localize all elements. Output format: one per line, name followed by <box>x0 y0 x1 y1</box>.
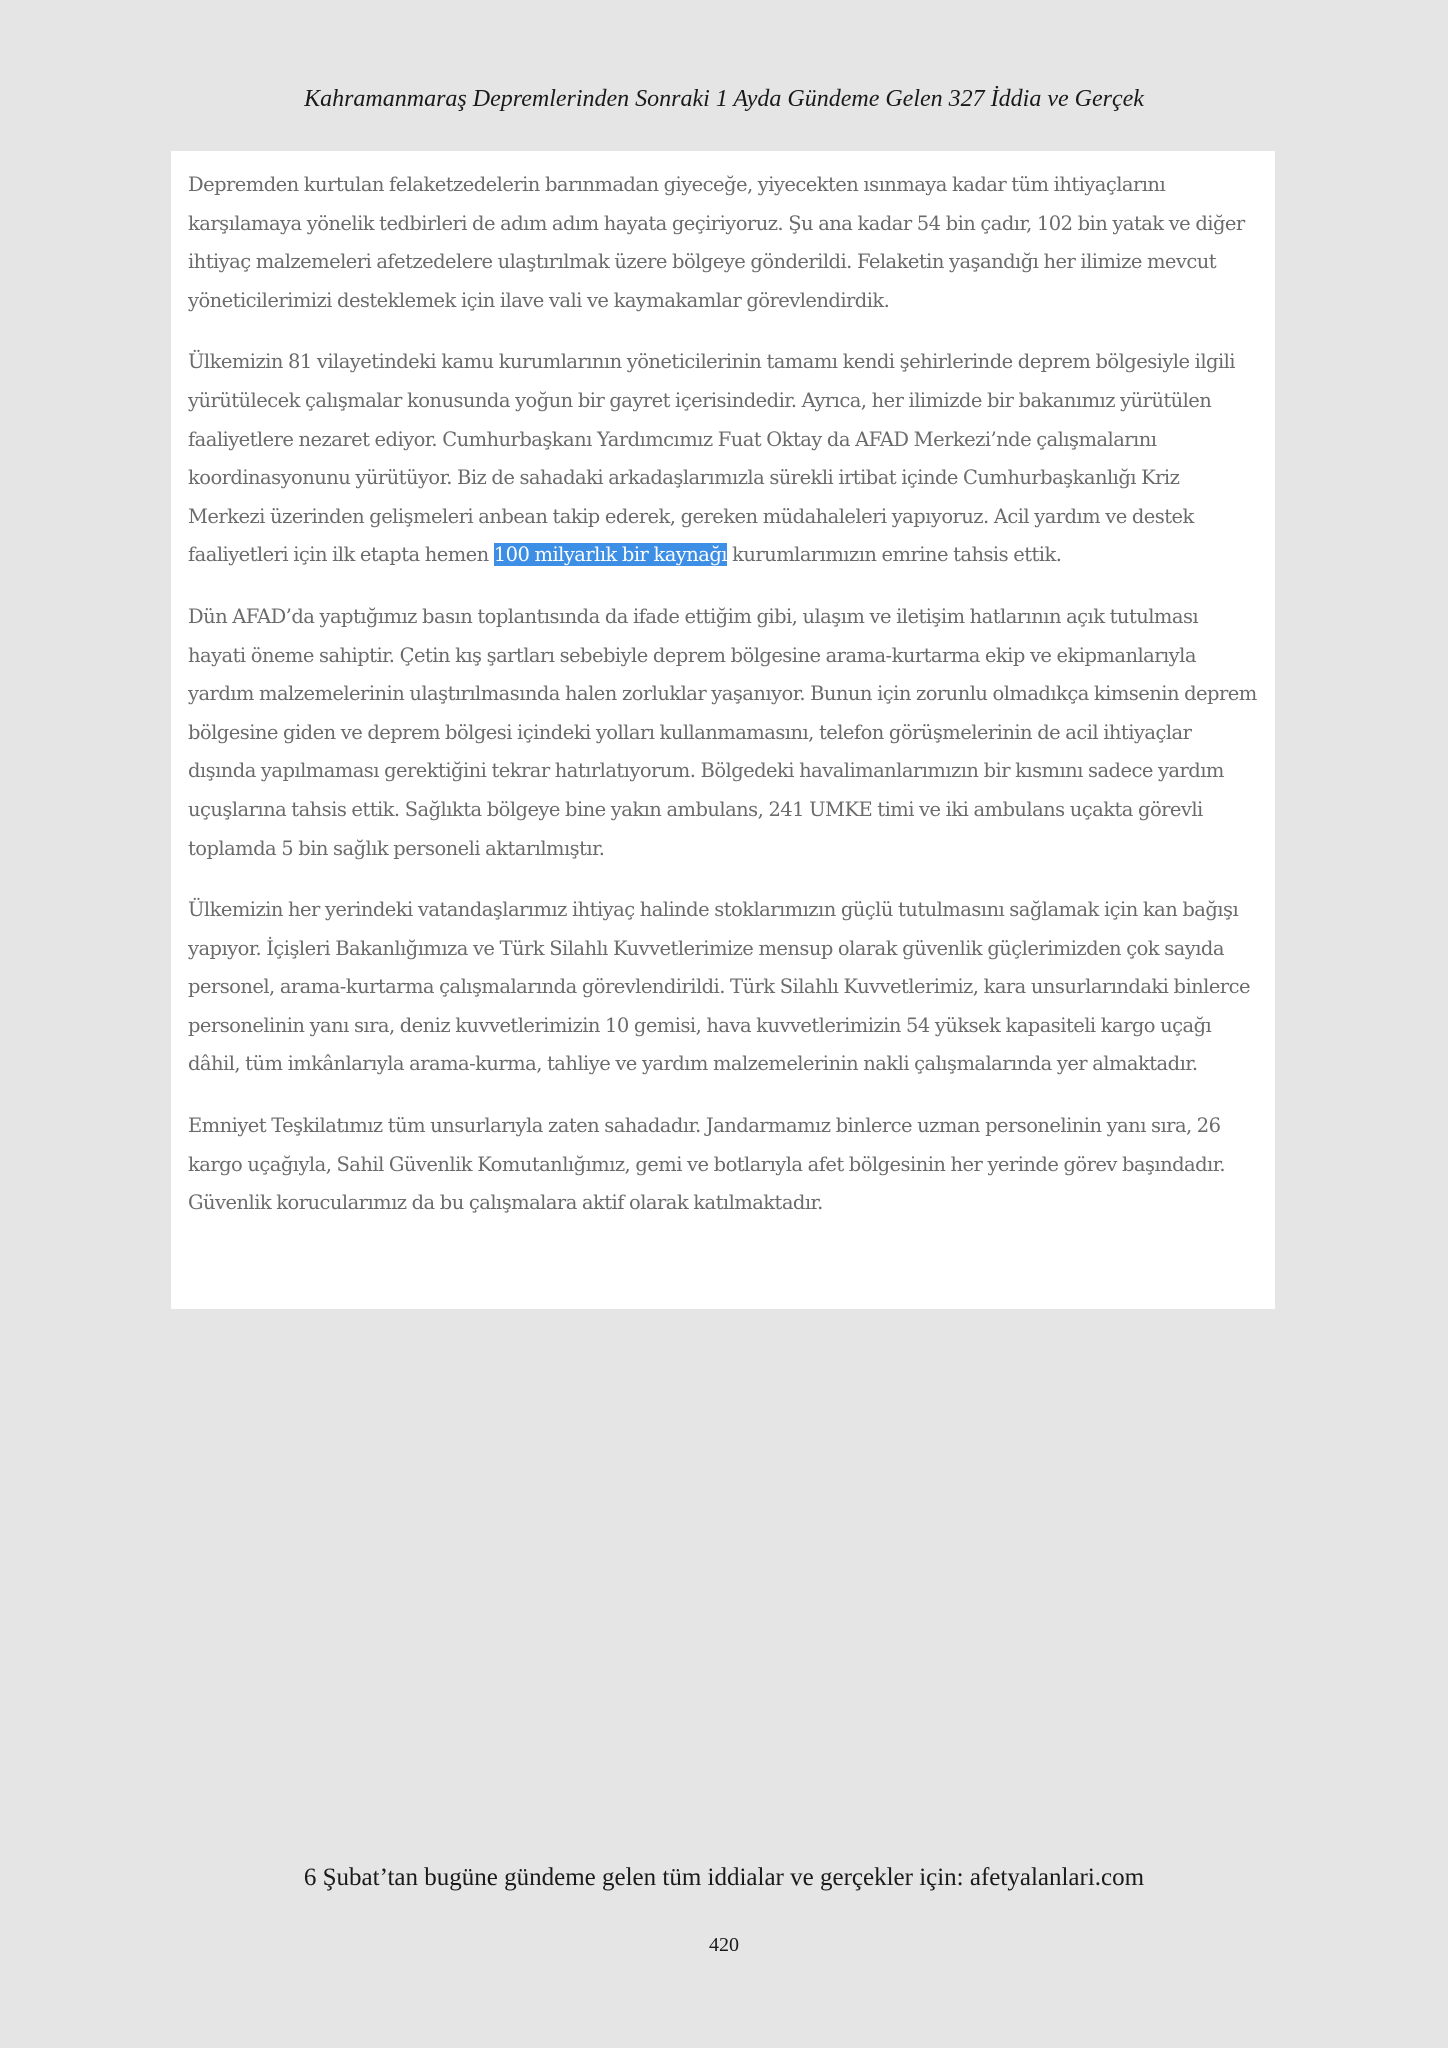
page-number: 420 <box>709 1934 739 1956</box>
highlighted-text: 100 milyarlık bir kaynağı <box>493 543 727 567</box>
article-paragraph-4: Ülkemizin her yerindeki vatandaşlarımız ihtiyaç halinde stoklarımızın güçlü tutulmasını sağlamak için kan bağışı yapıyor. İçişleri Bakanlığımıza ve Türk Silahlı Kuvvetlerimize mensup olarak güvenlik güçlerimizden çok sayıda personel, arama-kurtarma çalışmalarında görevlendirildi. Türk Silahlı Kuvvetlerimiz, kara unsurlarındaki binlerce personelinin yanı sıra, deniz kuvvetlerimizin 10 gemisi, hava kuvvetlerimizin 54 yüksek kapasiteli kargo uçağı dâhil, tüm imkânlarıyla arama-kurma, tahliye ve yardım malzemelerinin nakli çalışmalarında yer almaktadır. <box>188 898 1250 1076</box>
article-screenshot <box>171 151 1275 1309</box>
paragraph-text-before-highlight: Ülkemizin 81 vilayetindeki kamu kurumlarının yöneticilerinin tamamı kendi şehirlerinde deprem bölgesiyle ilgili yürütülecek çalışmalar konusunda yoğun bir gayret içerisindedir. Ayrıca, her ilimizde bir bakanımız yürütülen faaliyetlere nezaret ediyor. Cumhurbaşkanı Yardımcımız Fuat Oktay da AFAD Merkezi’nde çalışmalarını koordinasyonunu yürütüyor. Biz de sahadaki arkadaşlarımızla sürekli irtibat içinde Cumhurbaşkanlığı Kriz Merkezi üzerinden gelişmeleri anbean takip ederek, gereken müdahaleleri yapıyoruz. Acil yardım ve destek faaliyetleri için ilk etapta hemen <box>188 350 1235 567</box>
article-paragraph-3: Dün AFAD’da yaptığımız basın toplantısında da ifade ettiğim gibi, ulaşım ve iletişim hatlarının açık tutulması hayati öneme sahiptir. Çetin kış şartları sebebiyle deprem bölgesine arama-kurtarma ekip ve ekipmanlarıyla yardım malzemelerinin ulaştırılmasında halen zorluklar yaşanıyor. Bunun için zorunlu olmadıkça kimsenin deprem bölgesine giden ve deprem bölgesi içindeki yolları kullanmamasını, telefon görüşmelerinin de acil ihtiyaçlar dışında yapılmaması gerektiğini tekrar hatırlatıyorum. Bölgedeki havalimanlarımızın bir kısmını sadece yardım uçuşlarına tahsis ettik. Sağlıkta bölgeye bine yakın ambulans, 241 UMKE timi ve iki ambulans uçakta görevli toplamda 5 bin sağlık personeli aktarılmıştır. <box>188 604 1257 860</box>
article-paragraph-2 <box>188 343 1259 575</box>
article-paragraph-1: Depremden kurtulan felaketzedelerin barınmadan giyeceğe, yiyecekten ısınmaya kadar tüm ihtiyaçlarını karşılamaya yönelik tedbirleri de adım adım hayata geçiriyoruz. Şu ana kadar 54 bin çadır, 102 bin yatak ve diğer ihtiyaç malzemeleri afetzedelere ulaştırılmak üzere bölgeye gönderildi. Felaketin yaşandığı her ilimize mevcut yöneticilerimizi desteklemek için ilave vali ve kaymakamlar görevlendirdik. <box>188 173 1245 312</box>
article-paragraph-5: Emniyet Teşkilatımız tüm unsurlarıyla zaten sahadadır. Jandarmamız binlerce uzman personelinin yanı sıra, 26 kargo uçağıyla, Sahil Güvenlik Komutanlığımız, gemi ve botlarıyla afet bölgesinin her yerinde görev başındadır. Güvenlik korucularımız da bu çalışmalara aktif olarak katılmaktadır. <box>188 1114 1226 1215</box>
page-footer: 6 Şubat’tan bugüne gündeme gelen tüm iddialar ve gerçekler için: afetyalanlari.com <box>303 1864 1145 1891</box>
page-header: Kahramanmaraş Depremlerinden Sonraki 1 Ayda Gündeme Gelen 327 İddia ve Gerçek <box>304 86 1144 112</box>
paragraph-text-after-highlight: kurumlarımızın emrine tahsis ettik. <box>726 543 1062 567</box>
